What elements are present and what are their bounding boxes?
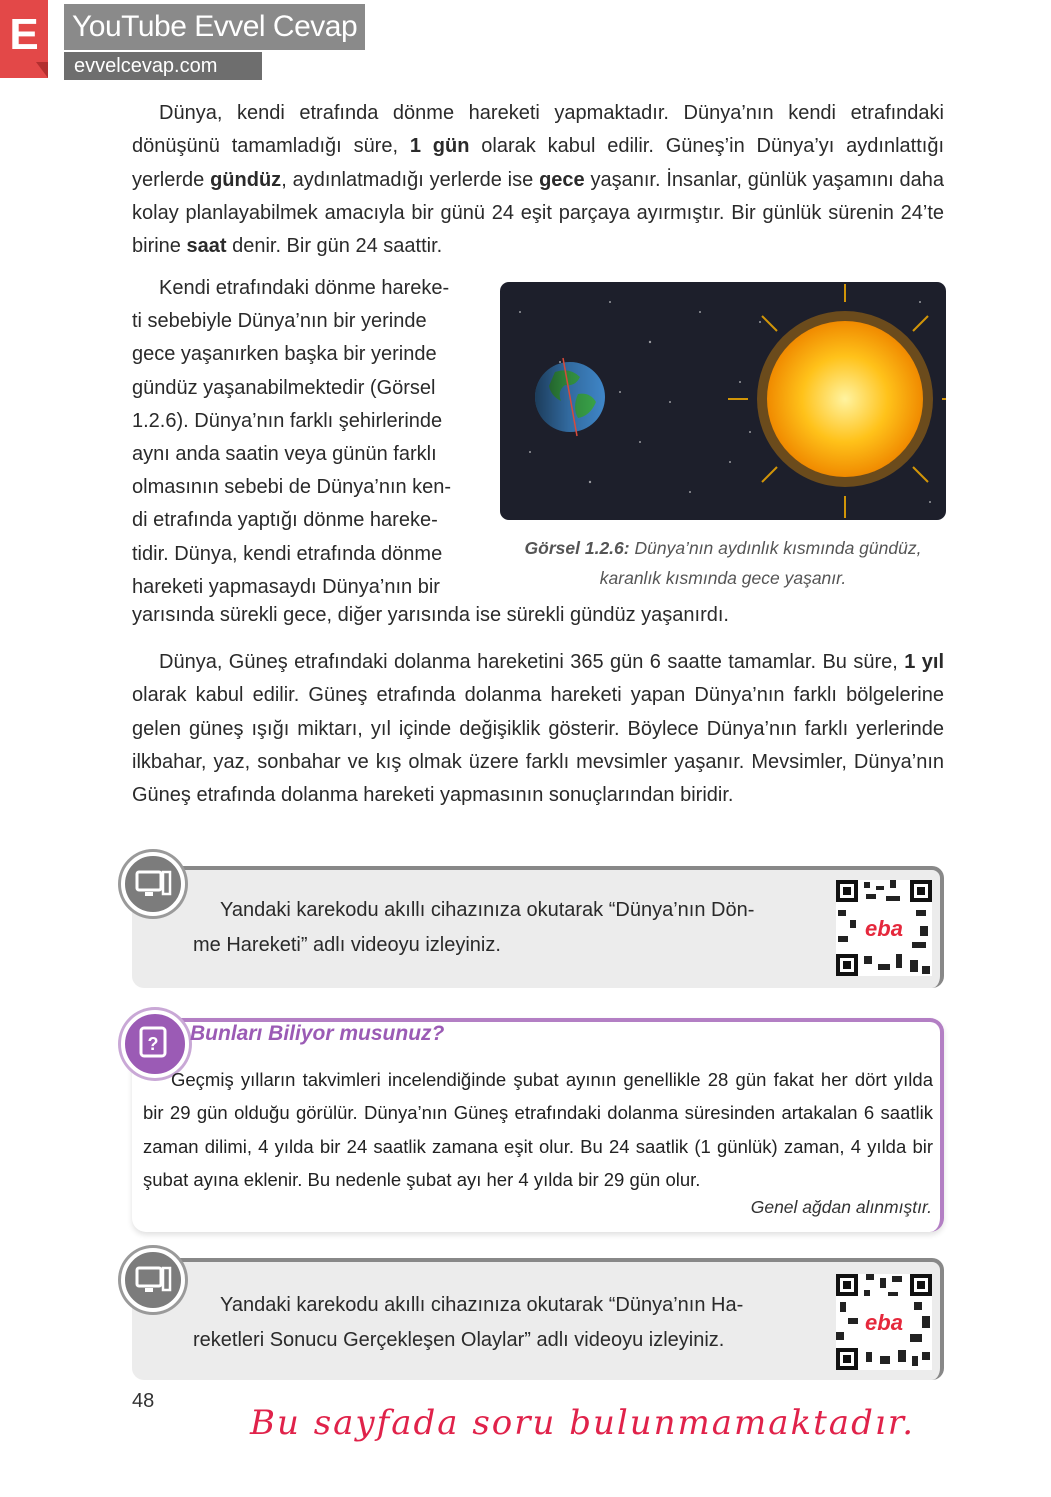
computer-icon (121, 1248, 185, 1312)
eba-logo: eba (865, 1310, 903, 1335)
video-instruction-2: Yandaki karekodu akıllı cihazınıza okutarak “Dünya’nın Ha- reketleri Sonucu Gerçekleşen Olaylar” adlı videoyu izleyiniz. (193, 1294, 744, 1351)
logo-corner (36, 62, 48, 78)
info-text: Geçmiş yılların takvimleri incelendiğinde şubat ayının genellikle 28 gün fakat her dört yılda bir 29 gün olduğu görülür. Dünya’nın Güneş etrafındaki dolanma süresinden artakalan 6 saatlik zaman dilimi, 4 yılda bir 24 saatlik zamana eşit olur. Bu 24 saatlik (1 günlük) zaman, 4 yılda bir şubat ayına eklenir. Bu nedenle şubat ayı her 4 yılda bir 29 gün olur. (143, 1069, 933, 1191)
figure-caption: Görsel 1.2.6: Dünya’nın aydınlık kısmında gündüz, karanlık kısmında gece yaşanır. (524, 538, 922, 588)
computer-icon (121, 852, 185, 916)
info-title: Bunları Biliyor musunuz? (190, 1022, 445, 1045)
brand-title: YouTube Evvel Cevap (64, 4, 365, 50)
video-instruction-1: Yandaki karekodu akıllı cihazınıza okutarak “Dünya’nın Dön- me Hareketi” adlı videoyu izleyiniz. (193, 899, 755, 956)
earth (535, 358, 605, 436)
handwritten-note: Bu sayfada soru bulunmamaktadır. (250, 1403, 916, 1443)
figure-label: Görsel 1.2.6: (524, 538, 630, 558)
svg-text:?: ? (147, 1034, 159, 1054)
qr-code-1[interactable] (836, 880, 932, 976)
paragraph-revolution: Dünya, Güneş etrafındaki dolanma hareketini 365 gün 6 saatte tamamlar. Bu süre, 1 yıl olarak kabul edilir. Güneş etrafında dolanma hareketi yapan Dünya’nın farklı bölgelerine gelen güneş ışığı miktarı, yıl içinde değişiklik gösterir. Böylece Dünya’nın farklı yerlerinde ilkbahar, yaz, sonbahar ve kış olmak üzere farklı mevsimler yaşanır. Mevsimler, Dünya’nın Güneş etrafında dolanma hareketi yapmasının sonuçlarından biridir. (132, 651, 944, 807)
paragraph-day: Dünya, kendi etrafında dönme hareketi yapmaktadır. Dünya’nın kendi etrafındaki dönüşünü tamamladığı süre, 1 gün olarak kabul edilir. Güneş’in Dünya’yı aydınlattığı yerlerde gündüz, aydınlatmadığı yerlerde ise gece yaşanır. İnsanlar, günlük yaşamını daha kolay planlayabilmek amacıyla bir günü 24 eşit parçaya ayırmıştır. Bir günlük sürenin 24’te birine saat denir. Bir gün 24 saattir. (132, 102, 945, 258)
eba-logo: eba (865, 916, 903, 941)
paragraph-rotation: Kendi etrafındaki dönme hareke- ti sebebiyle Dünya’nın bir yerinde gece yaşanırken başka bir yerinde gündüz yaşanabilmektedir (Görsel 1.2.6). Dünya’nın farklı şehirlerinde aynı anda saatin veya günün farklı olmasının sebebi de Dünya’nın ken- di etrafında yaptığı dönme hareke- tidir. Dünya, kendi etrafında dönme hareketi yapmasaydı Dünya’nın bir (132, 277, 452, 598)
qr-code-2[interactable] (836, 1274, 932, 1370)
page-number: 48 (132, 1390, 155, 1412)
brand-url[interactable]: evvelcevap.com (64, 52, 262, 80)
info-source: Genel ağdan alınmıştır. (750, 1197, 932, 1217)
paragraph-rotation-end: yarısında sürekli gece, diğer yarısında ise sürekli gündüz yaşanırdı. (132, 604, 729, 626)
space-illustration (500, 282, 946, 520)
logo-letter: E (9, 10, 39, 59)
sun (767, 321, 923, 477)
earth-sun-image (500, 282, 946, 520)
